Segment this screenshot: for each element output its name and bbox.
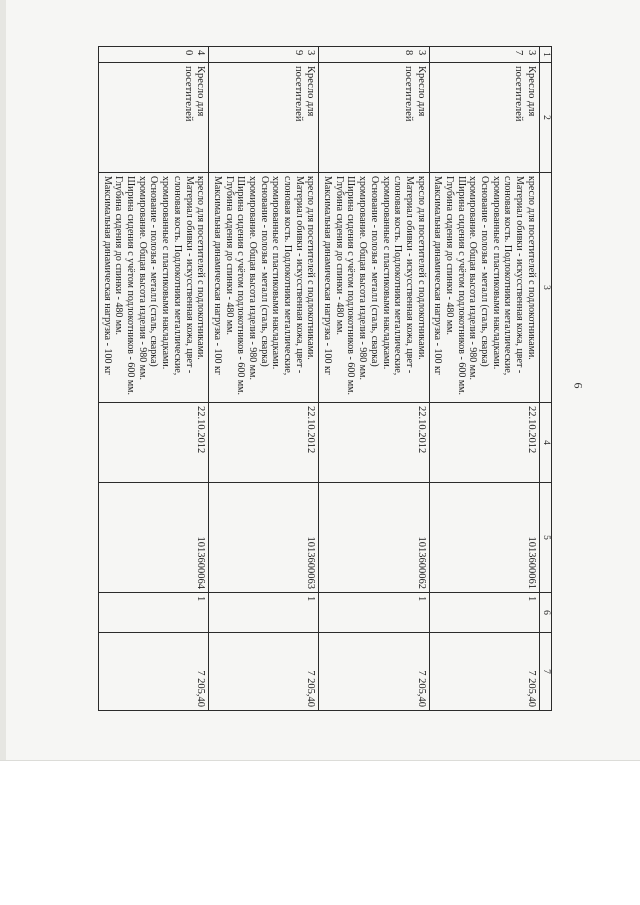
column-number-row	[539, 47, 551, 711]
table-row	[319, 47, 429, 711]
table-row	[99, 47, 209, 711]
inventory-number: 1013600062	[319, 483, 429, 593]
table-row	[209, 47, 319, 711]
row-number: 38	[319, 47, 429, 63]
item-quantity: 1	[429, 593, 539, 633]
inventory-number: 1013600064	[99, 483, 209, 593]
item-description: кресло для посетителей с подлокотниками. Материал обивки - искусственная кожа, цвет - слоновая кость. Подлокотники металлические, хромированные с пластиковыми накладками. Основание - полозья - металл (сталь, сварка) хромирование. Общая высота изделия - 980 мм. Ширина сидения с учётом подлокотников - 600 мм. Глубина сидения до спинки - 480 мм. Максимальная динамическая нагрузка - 100 кг	[429, 173, 539, 403]
row-number: 37	[429, 47, 539, 63]
item-date: 22.10.2012	[319, 403, 429, 483]
item-price: 7 205,40	[319, 633, 429, 711]
item-date: 22.10.2012	[99, 403, 209, 483]
item-price: 7 205,40	[209, 633, 319, 711]
row-number: 39	[209, 47, 319, 63]
column-number: 6	[539, 593, 551, 633]
table-row	[429, 47, 539, 711]
column-number: 2	[539, 63, 551, 173]
inventory-number: 1013600061	[429, 483, 539, 593]
column-number: 1	[539, 47, 551, 63]
column-number: 7	[539, 633, 551, 711]
inventory-table	[98, 46, 552, 711]
item-price: 7 205,40	[99, 633, 209, 711]
item-date: 22.10.2012	[209, 403, 319, 483]
item-name: Кресло для посетителей	[429, 63, 539, 173]
inventory-number: 1013600063	[209, 483, 319, 593]
item-description: кресло для посетителей с подлокотниками. Материал обивки - искусственная кожа, цвет - слоновая кость. Подлокотники металлические, хромированные с пластиковыми накладками. Основание - полозья - металл (сталь, сварка) хромирование. Общая высота изделия - 980 мм. Ширина сидения с учётом подлокотников - 600 мм. Глубина сидения до спинки - 480 мм. Максимальная динамическая нагрузка - 100 кг	[209, 173, 319, 403]
item-quantity: 1	[319, 593, 429, 633]
item-description: кресло для посетителей с подлокотниками. Материал обивки - искусственная кожа, цвет - слоновая кость. Подлокотники металлические, хромированные с пластиковыми накладками. Основание - полозья - металл (сталь, сварка) хромирование. Общая высота изделия - 980 мм. Ширина сидения с учётом подлокотников - 600 мм. Глубина сидения до спинки - 480 мм. Максимальная динамическая нагрузка - 100 кг	[319, 173, 429, 403]
item-name: Кресло для посетителей	[319, 63, 429, 173]
item-price: 7 205,40	[429, 633, 539, 711]
page-number: 6	[571, 382, 586, 389]
item-name: Кресло для посетителей	[99, 63, 209, 173]
column-number: 3	[539, 173, 551, 403]
item-description: кресло для посетителей с подлокотниками. Материал обивки - искусственная кожа, цвет - слоновая кость. Подлокотники металлические, хромированные с пластиковыми накладками. Основание - полозья - металл (сталь, сварка) хромирование. Общая высота изделия - 980 мм. Ширина сидения с учётом подлокотников - 600 мм. Глубина сидения до спинки - 480 мм. Максимальная динамическая нагрузка - 100 кг	[99, 173, 209, 403]
item-name: Кресло для посетителей	[209, 63, 319, 173]
item-quantity: 1	[209, 593, 319, 633]
row-number: 40	[99, 47, 209, 63]
item-date: 22.10.2012	[429, 403, 539, 483]
column-number: 4	[539, 403, 551, 483]
scan-edge	[0, 0, 6, 760]
column-number: 5	[539, 483, 551, 593]
item-quantity: 1	[99, 593, 209, 633]
